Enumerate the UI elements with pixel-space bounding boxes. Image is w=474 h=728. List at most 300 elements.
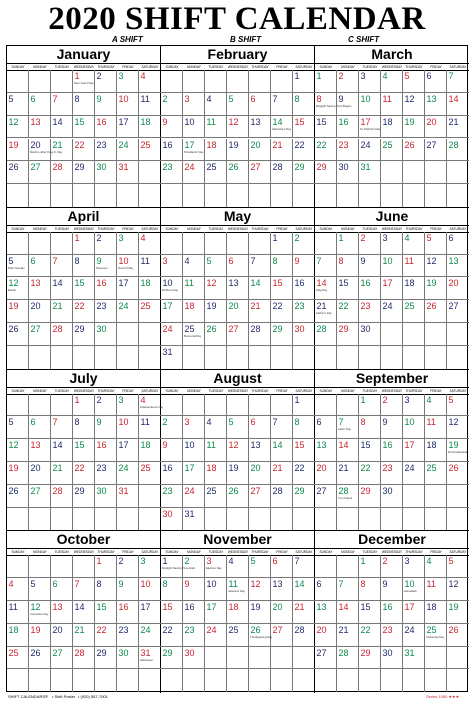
day-cell [315, 116, 337, 139]
day-number: 18 [140, 278, 151, 289]
day-cell [205, 462, 227, 485]
day-cell [425, 578, 447, 601]
day-cell [95, 394, 117, 417]
day-cell [73, 255, 95, 278]
day-cell [95, 232, 117, 255]
day-cell [425, 232, 447, 255]
day-cell [403, 93, 425, 116]
holiday-note: Martin Luther King Jr. Day [30, 150, 63, 154]
day-number: 2 [96, 71, 102, 81]
day-number: 8 [316, 93, 322, 104]
day-cell [227, 161, 249, 184]
day-cell [249, 555, 271, 578]
day-cell [139, 255, 161, 278]
day-number: 5 [228, 93, 234, 104]
day-cell [271, 647, 293, 670]
day-cell [95, 277, 117, 300]
holiday-note: Thanksgiving Day [250, 635, 273, 639]
day-cell [139, 116, 161, 139]
day-number: 21 [338, 624, 349, 635]
shift-b-label: B SHIFT [230, 35, 262, 44]
day-number: 25 [206, 485, 217, 496]
month-name: December [358, 531, 426, 548]
day-cell [7, 601, 29, 624]
day-cell [227, 647, 249, 670]
weekday-label: WEDNESDAY [227, 226, 249, 231]
day-number: 23 [162, 162, 173, 173]
day-cell [7, 116, 29, 139]
day-number: 4 [184, 255, 190, 266]
day-cell [227, 184, 249, 207]
day-cell [447, 255, 469, 278]
day-cell [117, 346, 139, 369]
weekday-label: SUNDAY [165, 388, 179, 393]
day-number: 20 [250, 139, 261, 150]
day-cell [425, 508, 447, 531]
day-cell [183, 346, 205, 369]
day-cell [337, 116, 359, 139]
holiday-note: Daylight Saving Time Ends [162, 567, 196, 571]
day-cell [293, 555, 315, 578]
day-cell [381, 300, 403, 323]
day-cell [403, 669, 425, 692]
day-number: 3 [140, 556, 146, 567]
weekday-label: TUESDAY [208, 65, 224, 69]
day-number: 12 [8, 440, 19, 451]
day-number: 7 [272, 93, 278, 104]
day-cell [381, 439, 403, 462]
weekday-label: WEDNESDAY [381, 65, 403, 69]
day-cell [95, 300, 117, 323]
day-cell [403, 439, 425, 462]
day-cell [95, 485, 117, 508]
day-number: 15 [294, 440, 305, 451]
weekday-label: SUNDAY [319, 550, 333, 555]
day-number: 9 [338, 93, 344, 104]
day-number: 13 [272, 579, 283, 590]
day-cell [51, 255, 73, 278]
day-number: 5 [206, 255, 212, 266]
day-cell [205, 346, 227, 369]
day-number: 18 [404, 278, 415, 289]
day-number: 19 [250, 601, 261, 612]
day-cell [29, 93, 51, 116]
day-cell [337, 394, 359, 417]
day-number: 3 [118, 394, 124, 405]
day-cell [183, 439, 205, 462]
day-cell [29, 323, 51, 346]
month-block [161, 370, 315, 532]
weekday-label: SATURDAY [141, 388, 159, 393]
day-cell [425, 462, 447, 485]
day-cell [161, 255, 183, 278]
day-cell [293, 416, 315, 439]
day-cell [425, 624, 447, 647]
day-cell [403, 647, 425, 670]
day-number: 2 [162, 93, 168, 104]
day-number: 27 [30, 485, 41, 496]
day-number: 24 [118, 139, 129, 150]
day-cell [183, 184, 205, 207]
day-number: 12 [228, 440, 239, 451]
day-cell [359, 508, 381, 531]
day-cell [447, 439, 469, 462]
day-number: 19 [8, 301, 19, 312]
day-number: 24 [184, 485, 195, 496]
day-cell [183, 139, 205, 162]
day-number: 27 [228, 324, 239, 335]
day-number: 27 [30, 324, 41, 335]
day-number: 8 [360, 579, 366, 590]
day-cell [161, 555, 196, 578]
day-cell [117, 139, 139, 162]
day-cell [447, 647, 469, 670]
holiday-note: Valentine's Day [272, 127, 292, 131]
day-cell [447, 300, 469, 323]
day-number: 22 [294, 139, 305, 150]
day-number: 6 [272, 556, 278, 567]
day-cell [359, 578, 381, 601]
day-cell [293, 346, 315, 369]
day-cell [403, 184, 425, 207]
day-cell [403, 346, 425, 369]
day-number: 3 [184, 93, 190, 104]
day-cell [205, 161, 227, 184]
weekday-label: SATURDAY [295, 65, 313, 69]
day-cell [381, 669, 403, 692]
day-number: 5 [30, 579, 36, 590]
day-cell [51, 578, 73, 601]
day-number: 7 [338, 417, 344, 428]
day-cell [359, 394, 381, 417]
day-number: 1 [338, 232, 344, 243]
day-cell [29, 485, 51, 508]
day-cell [227, 232, 249, 255]
day-number: 17 [118, 440, 129, 451]
day-cell [227, 462, 249, 485]
day-number: 19 [8, 463, 19, 473]
day-number: 11 [140, 93, 150, 104]
day-cell [381, 624, 403, 647]
day-number: 20 [448, 278, 459, 289]
day-cell [403, 462, 425, 485]
day-number: 23 [382, 463, 393, 473]
day-cell [227, 139, 249, 162]
day-number: 24 [184, 162, 195, 173]
day-cell [293, 669, 315, 692]
day-cell [359, 277, 381, 300]
day-cell [117, 184, 139, 207]
day-cell [7, 624, 29, 647]
day-number: 24 [162, 324, 173, 335]
day-cell [293, 70, 315, 93]
day-number: 7 [52, 255, 58, 266]
day-cell [73, 161, 95, 184]
day-cell [95, 647, 117, 670]
day-cell [161, 346, 183, 369]
day-cell [447, 462, 469, 485]
holiday-note: Memorial Day [184, 335, 202, 339]
day-cell [139, 161, 161, 184]
day-number: 7 [448, 71, 454, 81]
day-cell [447, 346, 469, 369]
day-number: 12 [8, 116, 19, 127]
day-cell [51, 439, 73, 462]
day-number: 13 [52, 601, 63, 612]
day-cell [425, 394, 447, 417]
day-cell [73, 508, 95, 531]
day-number: 20 [316, 463, 327, 473]
day-number: 3 [162, 255, 168, 266]
day-cell [359, 232, 381, 255]
day-cell [139, 439, 161, 462]
day-number: 5 [8, 93, 14, 104]
day-number: 10 [118, 255, 129, 266]
day-cell [205, 601, 227, 624]
day-number: 8 [294, 417, 300, 428]
day-cell [249, 161, 271, 184]
day-cell [425, 161, 447, 184]
day-number: 22 [74, 463, 85, 473]
day-number: 26 [30, 647, 41, 658]
day-number: 26 [426, 301, 437, 312]
day-cell [51, 277, 73, 300]
day-cell [95, 161, 117, 184]
day-cell [315, 601, 337, 624]
month-block [315, 531, 469, 693]
day-number: 16 [382, 440, 393, 451]
holiday-note: Rosh Hashanah [448, 451, 469, 455]
day-cell [293, 161, 315, 184]
day-number: 13 [30, 278, 41, 289]
day-cell [7, 508, 29, 531]
day-number: 9 [118, 579, 124, 590]
day-cell [249, 323, 271, 346]
day-number: 19 [228, 463, 239, 473]
day-cell [73, 300, 95, 323]
shift-legend [0, 35, 474, 45]
day-cell [51, 647, 73, 670]
day-number: 22 [338, 301, 349, 312]
day-number: 14 [294, 579, 305, 590]
day-cell [425, 184, 447, 207]
day-cell [271, 669, 293, 692]
day-number: 24 [360, 139, 371, 150]
weekday-label: WEDNESDAY [381, 226, 403, 231]
day-cell [227, 70, 249, 93]
day-number: 15 [316, 116, 327, 127]
day-cell [425, 346, 447, 369]
day-cell [315, 139, 337, 162]
day-cell [249, 647, 271, 670]
day-number: 17 [360, 116, 371, 127]
holiday-note: Flag Day [316, 289, 328, 293]
day-cell [403, 508, 425, 531]
day-cell [425, 601, 447, 624]
day-number: 23 [162, 485, 173, 496]
month-name: September [355, 369, 429, 386]
day-cell [95, 508, 117, 531]
day-cell [447, 485, 469, 508]
weekday-label: WEDNESDAY [73, 550, 95, 555]
weekday-label: MONDAY [33, 550, 47, 555]
day-cell [183, 601, 205, 624]
weekday-label: FRIDAY [430, 226, 442, 231]
day-number: 7 [316, 255, 322, 266]
day-cell [73, 555, 95, 578]
day-number: 9 [96, 255, 102, 266]
day-cell [73, 232, 95, 255]
day-number: 21 [250, 301, 261, 312]
day-cell [29, 555, 51, 578]
day-cell [293, 508, 315, 531]
day-number: 17 [404, 601, 415, 612]
day-cell [51, 485, 73, 508]
weekday-label: TUESDAY [54, 388, 70, 393]
footer-phone: • (920) 557-7001 [78, 694, 108, 699]
day-number: 29 [294, 162, 305, 173]
day-cell [51, 624, 73, 647]
day-cell [117, 70, 139, 93]
day-number: 12 [228, 116, 239, 127]
day-cell [227, 416, 249, 439]
weekday-label: TUESDAY [362, 550, 378, 555]
day-number: 29 [338, 324, 349, 335]
day-cell [29, 300, 51, 323]
day-cell [73, 277, 95, 300]
day-number: 2 [382, 556, 388, 567]
day-cell [139, 601, 161, 624]
weekday-label: TUESDAY [54, 550, 70, 555]
day-number: 23 [382, 624, 393, 635]
day-number: 13 [316, 440, 327, 451]
day-number: 20 [272, 601, 283, 612]
day-cell [381, 277, 403, 300]
day-number: 21 [52, 301, 63, 312]
day-number: 30 [294, 324, 305, 335]
day-number: 1 [74, 394, 80, 405]
day-number: 6 [30, 93, 36, 104]
day-cell [403, 277, 425, 300]
day-cell [315, 669, 337, 692]
day-number: 23 [184, 624, 195, 635]
day-cell [205, 555, 227, 578]
day-cell [337, 184, 359, 207]
day-cell [337, 439, 359, 462]
day-cell [95, 70, 117, 93]
day-number: 11 [184, 278, 194, 289]
day-cell [337, 277, 359, 300]
day-number: 24 [404, 624, 415, 635]
day-cell [315, 255, 337, 278]
day-cell [271, 555, 293, 578]
day-cell [403, 70, 425, 93]
day-cell [359, 416, 381, 439]
day-number: 15 [74, 116, 85, 127]
day-cell [271, 578, 293, 601]
day-cell [51, 139, 73, 162]
day-cell [403, 578, 425, 601]
day-number: 27 [272, 624, 283, 635]
day-cell [337, 161, 359, 184]
day-cell [51, 394, 73, 417]
day-number: 11 [206, 116, 216, 127]
day-cell [359, 485, 381, 508]
day-number: 9 [382, 417, 388, 428]
holiday-note: Christmas Day [426, 635, 445, 639]
day-number: 28 [316, 324, 327, 335]
day-cell [293, 578, 315, 601]
day-cell [227, 508, 249, 531]
day-number: 30 [162, 508, 173, 519]
day-number: 13 [30, 116, 41, 127]
day-cell [271, 277, 293, 300]
day-number: 22 [96, 624, 107, 635]
day-cell [73, 323, 95, 346]
day-number: 15 [360, 601, 371, 612]
footer [0, 692, 474, 728]
day-number: 26 [448, 624, 459, 635]
day-cell [73, 624, 95, 647]
day-cell [359, 255, 381, 278]
day-cell [95, 462, 117, 485]
day-cell [205, 394, 227, 417]
weekday-label: THURSDAY [251, 65, 269, 69]
day-cell [337, 601, 359, 624]
weekday-label: WEDNESDAY [227, 65, 249, 69]
day-cell [139, 93, 161, 116]
weekday-label: FRIDAY [276, 226, 288, 231]
day-number: 8 [74, 417, 80, 428]
day-number: 3 [382, 232, 388, 243]
day-cell [315, 508, 337, 531]
day-cell [249, 601, 271, 624]
day-number: 28 [250, 324, 261, 335]
day-cell [271, 462, 293, 485]
day-cell [337, 578, 359, 601]
day-number: 12 [404, 93, 415, 104]
day-cell [183, 300, 205, 323]
day-cell [117, 416, 139, 439]
day-cell [315, 647, 337, 670]
day-cell [227, 601, 249, 624]
day-cell [51, 416, 73, 439]
day-cell [293, 624, 315, 647]
day-cell [7, 232, 29, 255]
day-number: 6 [448, 232, 454, 243]
day-cell [293, 462, 315, 485]
day-cell [315, 323, 337, 346]
day-number: 19 [426, 278, 437, 289]
day-cell [183, 508, 205, 531]
day-cell [425, 555, 447, 578]
day-number: 22 [162, 624, 173, 635]
day-cell [51, 300, 73, 323]
day-number: 21 [294, 601, 305, 612]
day-cell [249, 300, 271, 323]
day-cell [51, 601, 73, 624]
day-cell [7, 93, 29, 116]
weekday-label: SATURDAY [449, 550, 467, 555]
day-cell [183, 555, 205, 578]
day-cell [183, 669, 205, 692]
day-number: 30 [184, 647, 195, 658]
day-number: 25 [228, 624, 239, 635]
holiday-note: Father's Day [316, 312, 332, 316]
day-cell [51, 161, 73, 184]
day-number: 9 [184, 579, 190, 590]
day-cell [293, 116, 315, 139]
